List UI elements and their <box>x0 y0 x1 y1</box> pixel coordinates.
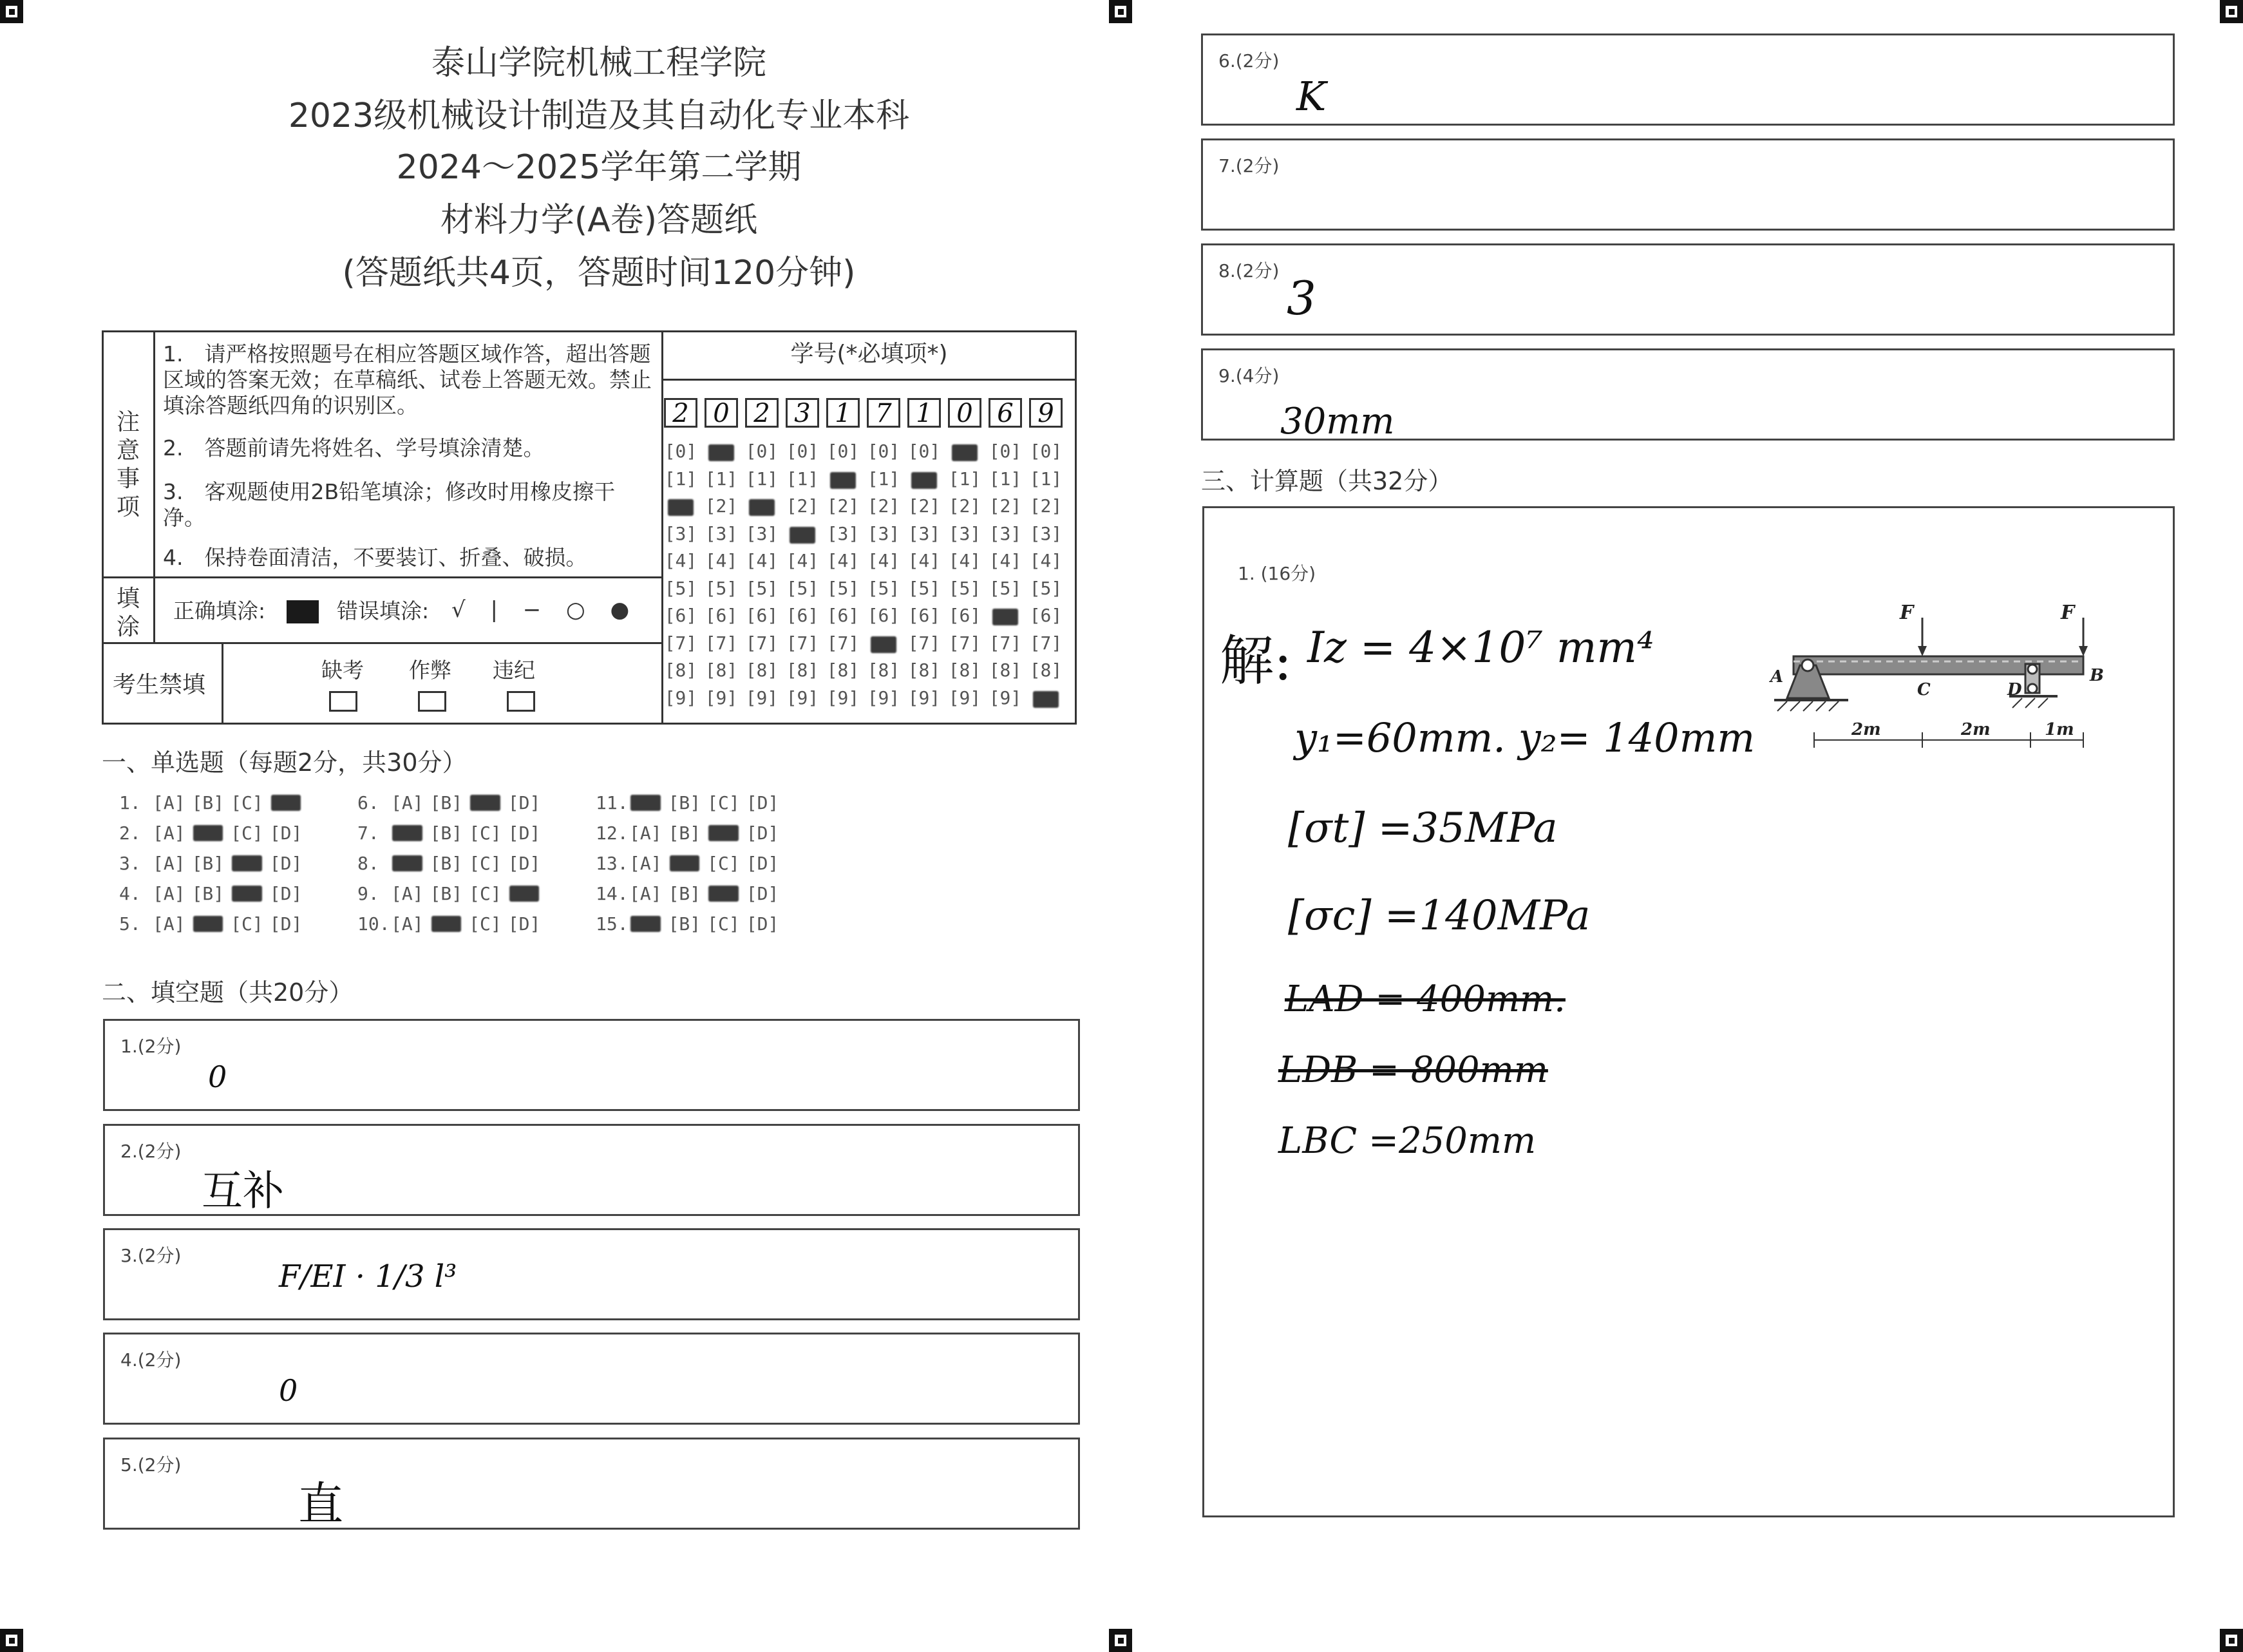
force-label-2: F <box>2061 602 2075 624</box>
mc-option[interactable]: [D] <box>746 822 779 844</box>
student-id-digit[interactable]: 1 <box>907 398 941 428</box>
mc-option[interactable]: [B] <box>191 853 225 874</box>
mc-option[interactable] <box>231 883 263 904</box>
notice-item-2: 2. 答题前请先将姓名、学号填涂清楚。 <box>163 435 545 460</box>
student-id-bubble[interactable]: [1] <box>786 468 819 489</box>
student-id-bubble[interactable] <box>863 632 904 654</box>
notice-item-3: 3. 客观题使用2B铅笔填涂；修改时用橡皮擦干净。 <box>163 479 616 530</box>
violation-label: 违纪 <box>493 658 535 683</box>
absent-label: 缺考 <box>321 658 364 683</box>
mc-option[interactable]: [C] <box>469 913 502 935</box>
mc-question-row <box>596 822 779 844</box>
mc-question-row <box>596 853 779 874</box>
mc-option[interactable]: [D] <box>746 853 779 874</box>
mc-option[interactable]: [D] <box>746 792 779 813</box>
mc-option[interactable]: [C] <box>231 913 263 935</box>
absent-checkbox[interactable] <box>329 691 357 712</box>
student-id-digit[interactable]: 0 <box>705 398 738 428</box>
student-id-bubble[interactable]: [8] <box>989 660 1022 681</box>
mc-option[interactable]: [B] <box>430 883 463 904</box>
dim-label-2: 2m <box>1961 720 1991 739</box>
mc-question-row <box>596 792 779 813</box>
mc-option[interactable]: [D] <box>269 913 303 935</box>
calc-q1-label: 1. (16分) <box>1238 563 1316 584</box>
student-id-bubble[interactable]: [0] <box>989 441 1022 462</box>
student-id-bubble[interactable]: [9] <box>786 687 819 708</box>
solution-line-3: [σt] =35MPa <box>1288 804 1558 852</box>
student-id-bubble[interactable]: [5] <box>1029 577 1063 599</box>
blank-label-5: 5.(2分) <box>120 1454 182 1476</box>
mc-question-number: 4. <box>119 883 141 904</box>
point-label-b: B <box>2090 666 2104 685</box>
mc-option[interactable]: [D] <box>746 883 779 904</box>
mc-option[interactable]: [C] <box>707 792 740 813</box>
mc-option[interactable]: [A] <box>153 792 185 813</box>
blank-label-9: 9.(4分) <box>1218 365 1280 386</box>
blank-answer-box-3[interactable] <box>103 1228 1080 1320</box>
student-id-bubble[interactable]: [6] <box>745 605 779 626</box>
student-id-bubble[interactable]: [8] <box>948 660 981 681</box>
student-id-title: 学号(*必填项*) <box>790 341 948 367</box>
student-id-bubble[interactable] <box>701 441 742 462</box>
student-id-bubble[interactable]: [6] <box>786 605 819 626</box>
mc-option[interactable]: [D] <box>269 883 303 904</box>
student-id-bubble[interactable]: [5] <box>867 577 900 599</box>
blank-answer-box-2[interactable] <box>103 1124 1080 1216</box>
header-line-1: 泰山学院机械工程学院 <box>431 44 766 82</box>
student-id-digit[interactable]: 3 <box>786 398 819 428</box>
blank-label-3: 3.(2分) <box>120 1245 182 1266</box>
solution-line-5: LAD = 400mm. <box>1285 978 1566 1020</box>
student-id-digit[interactable]: 1 <box>826 398 860 428</box>
point-label-c: C <box>1917 680 1931 699</box>
mc-option[interactable]: [C] <box>231 822 263 844</box>
mc-option[interactable]: [C] <box>707 853 740 874</box>
blank-answer-6: K <box>1296 73 1327 120</box>
registration-mark-top-right <box>2220 0 2243 23</box>
mc-question-number: 10. <box>357 913 390 935</box>
student-id-bubble[interactable]: [3] <box>989 522 1022 544</box>
student-id-digit[interactable]: 7 <box>867 398 900 428</box>
student-id-bubble[interactable]: [6] <box>826 605 860 626</box>
mc-option[interactable] <box>707 822 740 844</box>
mc-option[interactable]: [D] <box>507 913 541 935</box>
student-id-bubble[interactable]: [8] <box>664 660 697 681</box>
mc-question-row <box>357 853 540 874</box>
student-id-bubble[interactable]: [9] <box>745 687 779 708</box>
mc-option[interactable] <box>270 792 303 813</box>
wrong-fill-samples: √ | − ○ ● <box>451 597 639 623</box>
student-id-bubble[interactable]: [0] <box>664 441 697 462</box>
student-id-bubble[interactable]: [1] <box>948 468 981 489</box>
student-id-bubble[interactable]: [4] <box>745 550 779 571</box>
student-id-bubble[interactable]: [6] <box>867 605 900 626</box>
blank-label-8: 8.(2分) <box>1218 260 1280 281</box>
blank-answer-box-9[interactable] <box>1201 348 2175 441</box>
student-id-bubble[interactable]: [1] <box>989 468 1022 489</box>
mc-option[interactable] <box>668 853 701 874</box>
student-id-bubble[interactable]: [1] <box>1029 468 1063 489</box>
mc-option[interactable]: [A] <box>153 883 185 904</box>
mc-question-number: 11. <box>596 792 629 813</box>
mc-question-row <box>596 883 779 904</box>
student-id-bubble[interactable]: [2] <box>989 495 1022 517</box>
student-id-bubble[interactable]: [8] <box>786 660 819 681</box>
mc-question-number: 7. <box>357 822 379 844</box>
student-id-bubble[interactable]: [5] <box>826 577 860 599</box>
student-id-bubble[interactable]: [4] <box>948 550 981 571</box>
student-id-bubble[interactable] <box>741 495 782 517</box>
mc-option[interactable] <box>707 883 740 904</box>
blank-answer-1: 0 <box>208 1059 227 1094</box>
mc-question-number: 1. <box>119 792 141 813</box>
mc-question-number: 9. <box>357 883 379 904</box>
student-id-bubble[interactable]: [0] <box>867 441 900 462</box>
blank-answer-box-5[interactable] <box>103 1438 1080 1530</box>
student-id-bubble[interactable]: [2] <box>867 495 900 517</box>
student-id-bubble[interactable]: [0] <box>745 441 779 462</box>
student-id-bubble[interactable]: [4] <box>867 550 900 571</box>
student-id-bubble[interactable]: [8] <box>907 660 941 681</box>
blank-answer-8: 3 <box>1287 271 1316 325</box>
student-id-digit[interactable]: 6 <box>989 398 1022 428</box>
mc-option[interactable]: [D] <box>507 822 541 844</box>
student-id-bubble[interactable]: [4] <box>907 550 941 571</box>
violation-checkbox[interactable] <box>507 691 535 712</box>
student-id-bubble[interactable]: [7] <box>907 632 941 654</box>
mc-option[interactable]: [A] <box>153 913 185 935</box>
mc-option[interactable]: [C] <box>231 792 263 813</box>
mc-question-row <box>357 792 540 813</box>
student-id-bubble[interactable]: [3] <box>745 522 779 544</box>
mc-option[interactable] <box>629 792 662 813</box>
header-line-5: (答题纸共4页，答题时间120分钟) <box>342 254 856 292</box>
student-id-bubble[interactable] <box>944 441 985 462</box>
student-id-bubble[interactable]: [7] <box>948 632 981 654</box>
blank-label-2: 2.(2分) <box>120 1141 182 1162</box>
mc-option[interactable]: [C] <box>469 822 502 844</box>
student-id-bubble[interactable]: [9] <box>705 687 738 708</box>
blank-answer-2: 互补 <box>202 1168 284 1215</box>
blank-answer-box-7[interactable] <box>1201 138 2175 231</box>
registration-mark-top-left <box>0 0 23 23</box>
student-id-bubble[interactable]: [4] <box>786 550 819 571</box>
student-id-bubble[interactable] <box>782 523 823 544</box>
mc-question-row <box>119 822 302 844</box>
mc-question-row <box>119 883 302 904</box>
mc-option[interactable] <box>192 913 225 935</box>
mc-question-row <box>119 913 302 935</box>
student-id-bubble[interactable]: [2] <box>786 495 819 517</box>
student-id-bubble[interactable]: [6] <box>664 605 697 626</box>
registration-mark-bottom-right <box>2220 1629 2243 1652</box>
student-id-bubble[interactable]: [2] <box>826 495 860 517</box>
blank-answer-5: 直 <box>298 1477 343 1530</box>
mc-question-number: 12. <box>596 822 629 844</box>
mc-option[interactable]: [C] <box>469 853 502 874</box>
cheat-label: 作弊 <box>409 658 451 683</box>
blank-answer-box-1[interactable] <box>103 1019 1080 1111</box>
student-id-bubble[interactable]: [7] <box>1029 632 1063 654</box>
mc-question-number: 3. <box>119 853 141 874</box>
student-id-bubble[interactable]: [2] <box>705 495 738 517</box>
solution-line-2: y₁=60mm. y₂= 140mm <box>1294 714 1756 761</box>
mc-question-row <box>357 913 540 935</box>
notice-side-label: 注意事项 <box>116 409 140 520</box>
mc-question-number: 6. <box>357 792 379 813</box>
mc-question-number: 2. <box>119 822 141 844</box>
student-id-bubble[interactable]: [5] <box>664 577 697 599</box>
mc-question-number: 14. <box>596 883 629 904</box>
student-id-bubble[interactable]: [0] <box>826 441 860 462</box>
blank-answer-4: 0 <box>279 1373 298 1408</box>
mc-option[interactable]: [D] <box>269 853 303 874</box>
mc-option[interactable]: [B] <box>430 792 463 813</box>
student-id-bubble[interactable]: [4] <box>989 550 1022 571</box>
student-id-bubble[interactable] <box>985 605 1026 626</box>
student-id-bubble[interactable]: [1] <box>664 468 697 489</box>
mc-option[interactable] <box>231 853 263 874</box>
mc-question-row <box>357 822 540 844</box>
student-id-bubble[interactable]: [3] <box>705 522 738 544</box>
cheat-checkbox[interactable] <box>418 691 446 712</box>
student-id-bubble[interactable]: [2] <box>1029 495 1063 517</box>
student-id-bubble[interactable]: [4] <box>1029 550 1063 571</box>
dim-label-1: 2m <box>1851 720 1881 739</box>
student-id-bubble[interactable]: [6] <box>948 605 981 626</box>
section1-title: 一、单选题（每题2分，共30分） <box>102 748 467 777</box>
mc-option[interactable]: [D] <box>269 822 303 844</box>
mc-option[interactable]: [B] <box>668 883 701 904</box>
mc-option[interactable]: [C] <box>707 913 740 935</box>
mc-option[interactable]: [B] <box>191 792 225 813</box>
student-id-bubble[interactable]: [9] <box>989 687 1022 708</box>
mc-option[interactable]: [A] <box>391 792 424 813</box>
point-label-d: D <box>2007 680 2022 699</box>
mc-question-number: 8. <box>357 853 379 874</box>
registration-mark-bottom-left <box>0 1629 23 1652</box>
point-label-a: A <box>1770 667 1784 687</box>
mc-option[interactable] <box>469 792 502 813</box>
correct-fill-label: 正确填涂: <box>173 598 266 623</box>
mc-option[interactable]: [D] <box>746 913 779 935</box>
student-id-bubble[interactable]: [8] <box>867 660 900 681</box>
notice-item-4: 4. 保持卷面清洁，不要装订、折叠、破损。 <box>163 545 587 570</box>
student-id-bubble[interactable]: [0] <box>1029 441 1063 462</box>
student-id-bubble[interactable] <box>904 468 945 489</box>
blank-answer-box-6[interactable] <box>1201 33 2175 126</box>
solution-line-6: LDB = 800mm <box>1278 1049 1548 1091</box>
student-id-bubble[interactable]: [6] <box>1029 605 1063 626</box>
blank-answer-9: 30mm <box>1280 401 1395 442</box>
mc-question-row <box>596 913 779 935</box>
student-id-bubble[interactable]: [1] <box>705 468 738 489</box>
student-id-bubble[interactable]: [5] <box>745 577 779 599</box>
student-id-bubble[interactable]: [8] <box>745 660 779 681</box>
mc-option[interactable] <box>391 853 424 874</box>
solution-line-1: Iz = 4×10⁷ mm⁴ <box>1307 623 1654 672</box>
mc-option[interactable] <box>430 913 463 935</box>
section2-title: 二、填空题（共20分） <box>102 978 354 1007</box>
student-id-bubble[interactable]: [8] <box>1029 660 1063 681</box>
student-id-digit[interactable]: 0 <box>948 398 981 428</box>
student-id-bubble[interactable]: [3] <box>1029 522 1063 544</box>
student-id-digit[interactable]: 9 <box>1029 398 1063 428</box>
student-id-bubble[interactable]: [7] <box>989 632 1022 654</box>
mc-option[interactable]: [C] <box>469 883 502 904</box>
student-id-bubble[interactable]: [3] <box>907 522 941 544</box>
fill-side-label: 填涂 <box>116 585 140 640</box>
mc-question-number: 15. <box>596 913 629 935</box>
registration-mark-top-center <box>1109 0 1132 23</box>
solution-line-4: [σc] =140MPa <box>1288 892 1591 940</box>
solution-line-7: LBC =250mm <box>1278 1120 1537 1162</box>
student-id-bubble[interactable]: [9] <box>948 687 981 708</box>
mc-option[interactable] <box>192 822 225 844</box>
student-id-bubble[interactable]: [3] <box>826 522 860 544</box>
mc-option[interactable]: [A] <box>391 883 424 904</box>
registration-mark-bottom-center <box>1109 1629 1132 1652</box>
mc-option[interactable]: [B] <box>668 913 701 935</box>
force-label-1: F <box>1900 602 1914 624</box>
mc-option[interactable]: [A] <box>629 853 662 874</box>
student-id-bubble[interactable]: [9] <box>907 687 941 708</box>
mc-option[interactable]: [A] <box>629 822 662 844</box>
student-id-bubble[interactable]: [7] <box>745 632 779 654</box>
student-id-bubble[interactable]: [5] <box>989 577 1022 599</box>
header-line-3: 2024～2025学年第二学期 <box>396 148 802 187</box>
mc-option[interactable]: [A] <box>391 913 424 935</box>
mc-option[interactable]: [A] <box>629 883 662 904</box>
section3-title: 三、计算题（共32分） <box>1201 467 1453 495</box>
student-id-bubble[interactable]: [5] <box>948 577 981 599</box>
student-id-digit[interactable]: 2 <box>745 398 779 428</box>
blank-answer-box-4[interactable] <box>103 1333 1080 1425</box>
mc-option[interactable]: [B] <box>668 792 701 813</box>
mc-question-number: 13. <box>596 853 629 874</box>
student-id-bubble[interactable]: [1] <box>745 468 779 489</box>
wrong-fill-label: 错误填涂: <box>337 598 430 623</box>
student-id-bubble[interactable]: [0] <box>907 441 941 462</box>
student-id-bubble[interactable] <box>660 495 701 517</box>
mc-option[interactable]: [B] <box>430 853 463 874</box>
student-id-bubble[interactable]: [6] <box>907 605 941 626</box>
student-id-bubble[interactable]: [4] <box>826 550 860 571</box>
student-id-bubble[interactable] <box>1025 687 1066 708</box>
header-line-2: 2023级机械设计制造及其自动化专业本科 <box>288 97 910 135</box>
student-id-bubble[interactable]: [8] <box>705 660 738 681</box>
dim-label-3: 1m <box>2045 720 2074 739</box>
blank-label-4: 4.(2分) <box>120 1349 182 1371</box>
student-id-bubble[interactable]: [3] <box>664 522 697 544</box>
blank-label-1: 1.(2分) <box>120 1036 182 1057</box>
mc-option[interactable] <box>508 883 541 904</box>
mc-option[interactable]: [B] <box>191 883 225 904</box>
mc-question-row <box>357 883 540 904</box>
blank-answer-box-8[interactable] <box>1201 243 2175 336</box>
header-line-4: 材料力学(A卷)答题纸 <box>440 201 758 240</box>
student-id-bubble[interactable]: [3] <box>867 522 900 544</box>
blank-label-6: 6.(2分) <box>1218 50 1280 71</box>
exam-forbidden-label: 考生禁填 <box>113 672 206 698</box>
mc-option[interactable]: [B] <box>668 822 701 844</box>
blank-label-7: 7.(2分) <box>1218 155 1280 176</box>
mc-option[interactable] <box>629 913 662 935</box>
mc-option[interactable] <box>391 822 424 844</box>
mc-option[interactable]: [D] <box>507 792 541 813</box>
student-id-bubble[interactable]: [7] <box>705 632 738 654</box>
student-id-bubble[interactable]: [8] <box>826 660 860 681</box>
student-id-bubble[interactable]: [1] <box>867 468 900 489</box>
mc-question-row <box>119 792 302 813</box>
student-id-bubble[interactable]: [7] <box>786 632 819 654</box>
student-id-bubble[interactable] <box>822 468 864 489</box>
calc-answer-box-1[interactable] <box>1202 506 2175 1517</box>
student-id-bubble[interactable]: [2] <box>907 495 941 517</box>
mc-option[interactable]: [A] <box>153 853 185 874</box>
mc-question-number: 5. <box>119 913 141 935</box>
student-id-bubble[interactable]: [7] <box>664 632 697 654</box>
student-id-bubble[interactable]: [4] <box>664 550 697 571</box>
solution-start: 解: <box>1220 629 1292 692</box>
student-id-bubble[interactable]: [5] <box>705 577 738 599</box>
student-id-bubble[interactable]: [3] <box>948 522 981 544</box>
mc-option[interactable]: [A] <box>153 822 185 844</box>
mc-question-row <box>119 853 302 874</box>
student-id-bubble[interactable]: [5] <box>786 577 819 599</box>
student-id-bubble[interactable]: [9] <box>867 687 900 708</box>
student-id-bubble[interactable]: [7] <box>826 632 860 654</box>
student-id-bubble[interactable]: [2] <box>948 495 981 517</box>
blank-answer-3: F/EI · 1/3 l³ <box>279 1258 457 1295</box>
student-id-bubble[interactable]: [5] <box>907 577 941 599</box>
student-id-digit[interactable]: 2 <box>664 398 697 428</box>
correct-fill-sample <box>287 600 319 623</box>
beam-diagram <box>1768 592 2128 779</box>
notice-item-1: 1. 请严格按照题号在相应答题区域作答，超出答题区域的答案无效；在草稿纸、试卷上答题无效。禁止填涂答题纸四角的识别区。 <box>163 341 652 418</box>
mc-option[interactable]: [B] <box>430 822 463 844</box>
mc-option[interactable]: [D] <box>507 853 541 874</box>
student-id-bubble[interactable]: [4] <box>705 550 738 571</box>
student-id-bubble[interactable]: [9] <box>664 687 697 708</box>
student-id-bubble[interactable]: [0] <box>786 441 819 462</box>
student-id-bubble[interactable]: [9] <box>826 687 860 708</box>
student-id-bubble[interactable]: [6] <box>705 605 738 626</box>
